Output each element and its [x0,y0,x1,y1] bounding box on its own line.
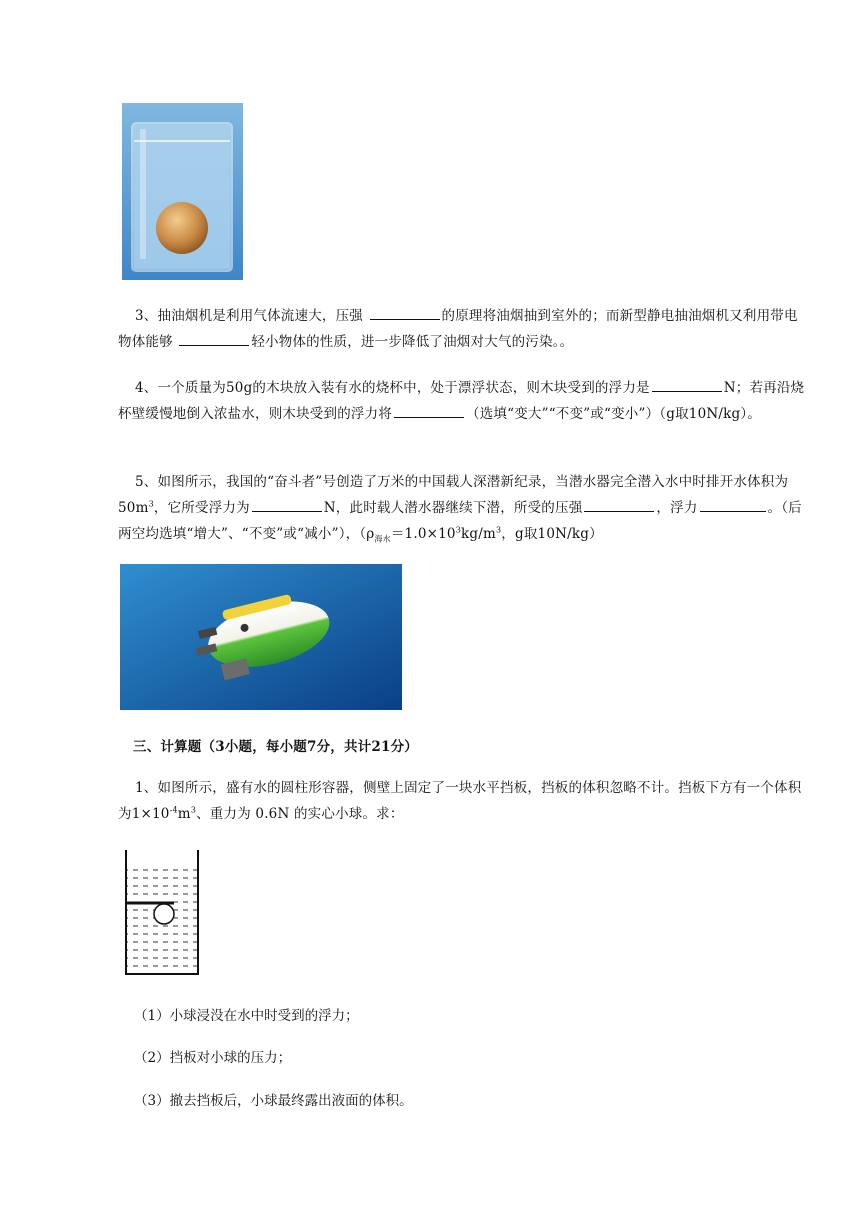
question-number: 3、 [135,308,158,324]
question-text: 一个质量为50g的木块放入装有水的烧杯中，处于漂浮状态，则木块受到的浮力是 [157,380,650,396]
superscript: 3 [455,525,462,535]
answer-blank[interactable] [584,497,654,512]
question-text: kg/m [461,526,496,542]
answer-blank[interactable] [252,497,322,512]
answer-blank[interactable] [700,497,766,512]
subscript: 海水 [374,534,391,544]
question-text: N；若再沿烧杯壁缓慢地倒入浓盐水，则木块受到的浮力将 [118,380,805,422]
sub-question-2: （2）挡板对小球的压力； [134,1050,292,1066]
question-text: 如图所示，我国的“奋斗者”号创造了万米的中国载人深潜新纪录，当潜水器完全潜入水中时排开水体积为50m [118,474,789,516]
question-text: N，此时载人潜水器继续下潜，所受的压强 [323,500,583,516]
question-text: m [177,806,191,822]
answer-blank[interactable] [394,403,464,418]
calc-question-1 [118,775,806,827]
superscript: 3 [148,499,154,509]
superscript: 3 [190,805,197,815]
question-text: 如图所示，盛有水的圆柱形容器，侧壁上固定了一块水平挡板，挡板的体积忽略不计。挡板下方有一个体积为1×10 [118,780,802,822]
question-text: 的原理将油烟抽到室外的；而新型静电抽油烟机又利用带电物体能够 [118,308,798,350]
beaker-sphere-figure [122,103,243,280]
question-number: 4、 [135,380,158,396]
question-text: 轻小物体的性质，进一步降低了油烟对大气的污染。。 [251,334,574,350]
answer-blank[interactable] [179,331,249,346]
question-text: （选填“变大”“不变”或“变小”）（g取10N/kg）。 [466,406,762,422]
superscript: 3 [496,525,502,535]
question-4 [118,375,806,427]
question-text: ，它所受浮力为 [153,500,250,516]
question-3 [118,303,806,355]
sub-question-3: （3）撤去挡板后，小球最终露出液面的体积。 [134,1093,413,1109]
question-text: ＝1.0×10 [390,526,456,542]
question-text: 。（后两空均选填“增大”、“不变”或“减小”），（ρ [118,500,802,542]
question-text: ，g取10N/kg） [501,526,603,542]
answer-blank[interactable] [370,305,440,320]
submersible-figure [120,564,402,710]
answer-blank[interactable] [652,377,722,392]
question-number: 5、 [135,474,158,490]
sub-question-1: （1）小球浸没在水中时受到的浮力； [134,1008,359,1024]
question-text: ，浮力 [656,500,698,516]
section-heading: 三、计算题（3小题，每小题7分，共计21分） [133,739,418,755]
container-figure [122,850,202,976]
question-text: 、重力为 0.6N 的实心小球。求： [196,806,404,822]
superscript: -4 [169,805,178,815]
question-number: 1、 [135,780,158,796]
question-5 [118,469,806,547]
question-text: 抽油烟机是利用气体流速大，压强 [157,308,363,324]
